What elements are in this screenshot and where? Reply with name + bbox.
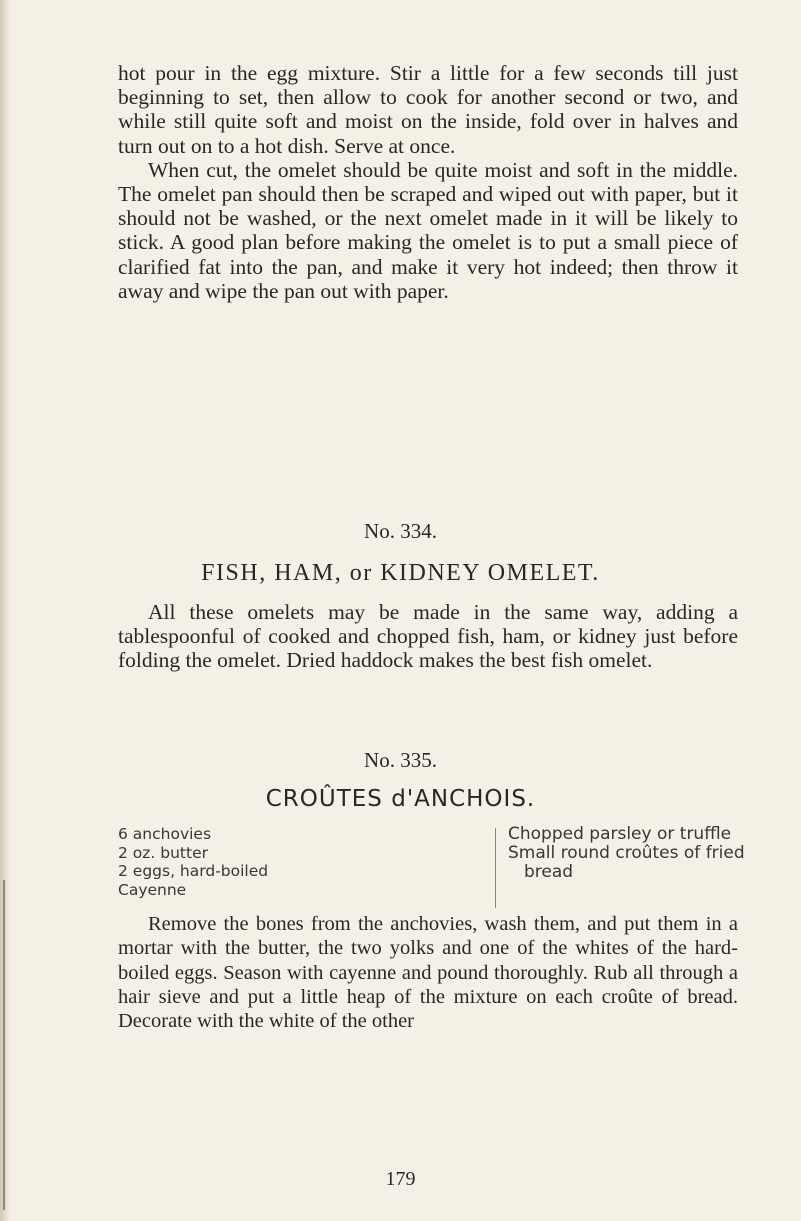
ingredients-list — [118, 824, 745, 913]
recipe-body-334 — [118, 600, 738, 673]
ingredient-item: Chopped parsley or truffle — [508, 824, 732, 844]
ingredient-item: bread — [524, 862, 574, 882]
recipe-title-335: CROÛTES d'ANCHOIS. — [265, 786, 536, 812]
ingredients-divider — [495, 828, 496, 908]
page-number: 179 — [385, 1168, 416, 1190]
recipe-body-335 — [118, 912, 738, 1033]
intro-text — [118, 61, 738, 303]
recipe-335-paragraph: Remove the bones from the anchovies, wash them, and put them in a mortar with the butter, the two yolks and one of the whites of the hard-boiled eggs. Season with cayenne and pound thoroughly. Rub all through a hair sieve and put a little heap of the mixture on each croûte of bread. Decorate with the white of the other — [118, 913, 738, 1033]
ingredients-left-column — [118, 825, 318, 899]
gutter-edge-line — [3, 880, 5, 1210]
recipe-number-335: No. 335. — [364, 748, 437, 772]
ingredient-item: 2 oz. butter — [118, 843, 208, 862]
intro-paragraph-1: hot pour in the egg mixture. Stir a little for a few seconds till just beginning to set, then allow to cook for another second or two, and while still quite soft and moist on the inside, fold over in halves and turn out on to a hot dish. Serve at once. — [118, 61, 738, 158]
ingredient-item: 6 anchovies — [118, 825, 212, 843]
ingredient-item: Small round croûtes of fried — [508, 843, 745, 863]
recipe-334-paragraph: All these omelets may be made in the same way, adding a tablespoonful of cooked and chopped fish, ham, or kidney just before folding the omelet. Dried haddock makes the best fish omelet. — [118, 600, 738, 673]
ingredient-item: Cayenne — [118, 880, 187, 899]
recipe-title-334: FISH, HAM, or KIDNEY OMELET. — [201, 560, 600, 586]
ingredients-right-column — [508, 825, 748, 882]
recipe-number-334: No. 334. — [364, 519, 437, 543]
page-gutter — [0, 0, 10, 1221]
ingredient-item: 2 eggs, hard-boiled — [118, 862, 269, 880]
intro-paragraph-2: When cut, the omelet should be quite moist and soft in the middle. The omelet pan should then be scraped and wiped out with paper, but it should not be washed, or the next omelet made in it will be likely to stick. A good plan before making the omelet is to put a small piece of clarified fat into the pan, and make it very hot indeed; then throw it away and wipe the pan out with paper. — [118, 157, 738, 303]
